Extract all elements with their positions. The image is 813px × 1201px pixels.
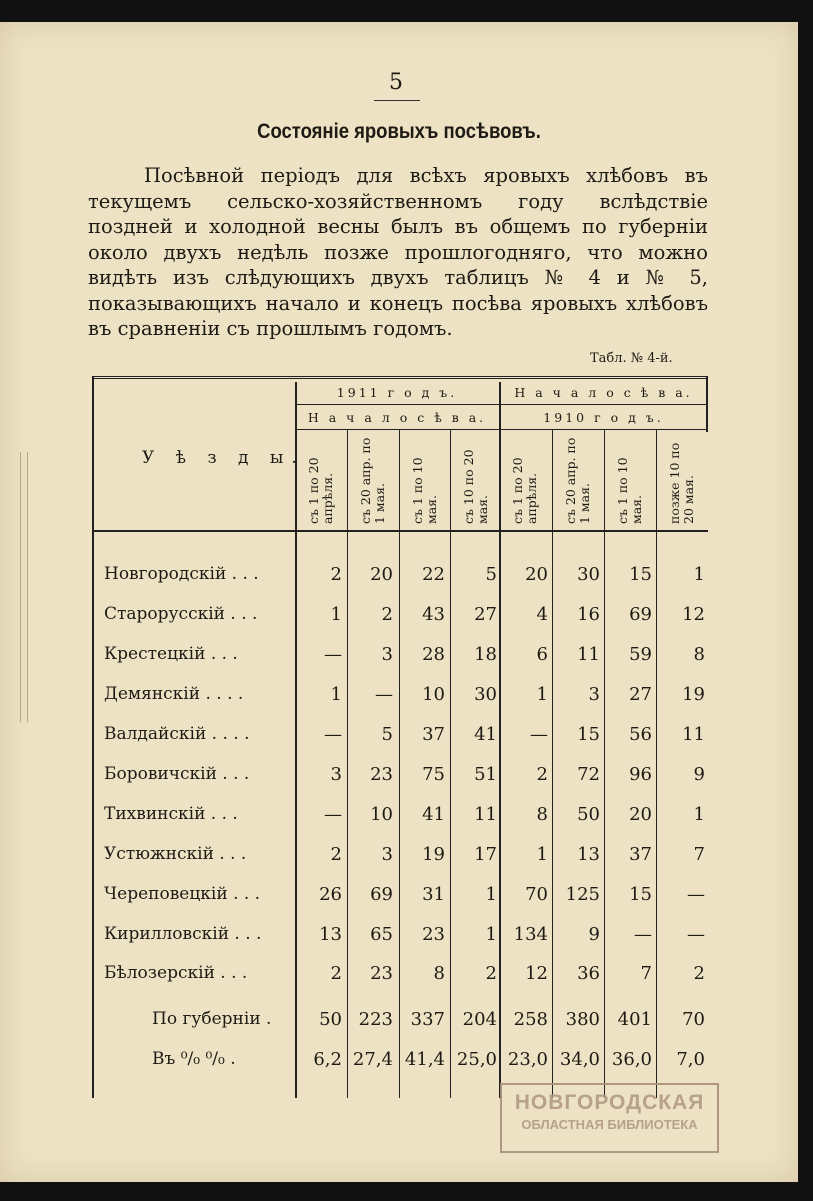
column-subheader: съ 20 апр. по 1 мая. [358, 437, 387, 524]
percent-cell: 36,0 [611, 1049, 652, 1070]
percent-row-label: Въ ⁰/₀ ⁰/₀ . [152, 1049, 236, 1069]
table-cell: 20 [370, 564, 393, 585]
total-cell: 258 [513, 1009, 548, 1030]
percent-cell: 41,4 [404, 1049, 445, 1070]
table-cell: 19 [422, 844, 445, 865]
table-cell: 2 [381, 604, 393, 625]
page-number: 5 [389, 70, 403, 95]
table-cell: 12 [682, 604, 705, 625]
table-cell: 2 [485, 963, 497, 984]
table-cell: 22 [422, 564, 445, 585]
table-cell: 51 [474, 764, 497, 785]
table-cell: 134 [513, 924, 548, 945]
table-cell: 15 [577, 724, 600, 745]
table-cell: 13 [319, 924, 342, 945]
table-cell: — [375, 684, 393, 705]
table-cell: 23 [370, 963, 393, 984]
table-cell: 5 [485, 564, 497, 585]
stamp-line-2: ОБЛАСТНАЯ БИБЛИОТЕКА [521, 1117, 698, 1132]
total-cell: 50 [319, 1009, 342, 1030]
table-cell: 6 [536, 644, 548, 665]
table-cell: 2 [693, 963, 705, 984]
uezd-name: Тихвинскій . . . [104, 804, 238, 824]
group-subheader-1911: Н а ч а л о с ѣ в а. [307, 410, 487, 425]
table-cell: 1 [536, 684, 548, 705]
table-cell: 10 [370, 804, 393, 825]
column-header-uezd: У ѣ з д ы. [142, 448, 305, 468]
total-cell: 380 [565, 1009, 600, 1030]
table-cell: 26 [319, 884, 342, 905]
total-cell: 70 [682, 1009, 705, 1030]
table-cell: 30 [577, 564, 600, 585]
table-cell: 56 [629, 724, 652, 745]
table-cell: 1 [485, 884, 497, 905]
table-cell: 75 [422, 764, 445, 785]
table-cell: 11 [577, 644, 600, 665]
percent-cell: 23,0 [507, 1049, 548, 1070]
binding-thread [20, 452, 28, 722]
table-cell: 65 [370, 924, 393, 945]
table-cell: — [324, 724, 342, 745]
total-cell: 204 [462, 1009, 497, 1030]
table-cell: 1 [536, 844, 548, 865]
table-cell: 11 [682, 724, 705, 745]
percent-cell: 7,0 [676, 1049, 705, 1070]
intro-paragraph: Посѣвной періодъ для всѣхъ яровыхъ хлѣбовъ въ текущемъ сельско-хозяйственномъ году вслѣдствіе поздней и холодной весны былъ въ общемъ по губерніи около двухъ недѣль позже прошлогодняго, что можно видѣть изъ слѣдующихъ двухъ таблицъ № 4 и № 5, показывающихъ начало и конецъ посѣва яровыхъ хлѣбовъ въ сравненіи съ прошлымъ годомъ. [88, 164, 708, 340]
table-cell: 50 [577, 804, 600, 825]
table-cell: 13 [577, 844, 600, 865]
percent-cell: 34,0 [559, 1049, 600, 1070]
table-cell: 37 [422, 724, 445, 745]
percent-cell: 25,0 [456, 1049, 497, 1070]
table-cell: — [324, 804, 342, 825]
group-header-1911: 1911 г о д ъ. [336, 385, 458, 400]
table-cell: 15 [629, 884, 652, 905]
table-cell: — [324, 644, 342, 665]
table-cell: — [530, 724, 548, 745]
table-cell: 36 [577, 963, 600, 984]
table-cell: 69 [370, 884, 393, 905]
table-cell: 15 [629, 564, 652, 585]
sowing-table [92, 376, 708, 1098]
table-cell: — [634, 924, 652, 945]
table-cell: 8 [433, 963, 445, 984]
table-label: Табл. № 4-й. [590, 351, 673, 366]
group-subheader-1910: 1910 г о д ъ. [543, 410, 664, 425]
group-rule [295, 404, 708, 405]
table-cell: 7 [693, 844, 705, 865]
total-cell: 223 [358, 1009, 393, 1030]
table-cell: 1 [693, 564, 705, 585]
table-cell: 31 [422, 884, 445, 905]
column-subheader: съ 1 по 10 мая. [615, 457, 644, 524]
table-cell: 1 [485, 924, 497, 945]
table-cell: 9 [588, 924, 600, 945]
table-cell: 30 [474, 684, 497, 705]
uezd-name: Бѣлозерскій . . . [104, 963, 248, 983]
table-cell: 41 [474, 724, 497, 745]
table-cell: 96 [629, 764, 652, 785]
subgroup-rule [295, 429, 708, 430]
table-cell: 20 [525, 564, 548, 585]
column-subheader: позже 10 по 20 мая. [667, 442, 696, 524]
uezd-name: Новгородскій . . . [104, 564, 259, 584]
table-cell: 18 [474, 644, 497, 665]
table-cell: 3 [588, 684, 600, 705]
table-cell: 3 [330, 764, 342, 785]
table-cell: — [687, 924, 705, 945]
table-cell: 125 [565, 884, 600, 905]
total-cell: 337 [410, 1009, 445, 1030]
table-cell: 37 [629, 844, 652, 865]
uezd-name: Кирилловскій . . . [104, 924, 262, 944]
table-cell: 72 [577, 764, 600, 785]
table-cell: 2 [330, 564, 342, 585]
table-cell: 9 [693, 764, 705, 785]
table-cell: 28 [422, 644, 445, 665]
table-cell: 7 [640, 963, 652, 984]
column-subheader: съ 1 по 10 мая. [410, 457, 439, 524]
table-cell: 41 [422, 804, 445, 825]
table-cell: 70 [525, 884, 548, 905]
uezd-name: Валдайскій . . . . [104, 724, 250, 744]
percent-cell: 6,2 [313, 1049, 342, 1070]
table-cell: 16 [577, 604, 600, 625]
table-cell: 23 [370, 764, 393, 785]
table-cell: 4 [536, 604, 548, 625]
table-cell: 20 [629, 804, 652, 825]
table-cell: 1 [693, 804, 705, 825]
table-cell: 17 [474, 844, 497, 865]
table-cell: 2 [330, 844, 342, 865]
uezd-name: Демянскій . . . . [104, 684, 244, 704]
table-cell: 19 [682, 684, 705, 705]
table-cell: 69 [629, 604, 652, 625]
page-number-rule [374, 100, 420, 101]
table-cell: 8 [693, 644, 705, 665]
total-row-label: По губерніи . [152, 1009, 272, 1029]
column-subheader: съ 1 по 20 апрѣля. [306, 457, 335, 524]
table-cell: 59 [629, 644, 652, 665]
uezd-name: Крестецкій . . . [104, 644, 238, 664]
table-cell: 2 [330, 963, 342, 984]
stamp-line-1: НОВГОРОДСКАЯ [514, 1091, 705, 1114]
table-cell: 2 [536, 764, 548, 785]
header-bottom-rule [92, 530, 708, 532]
column-subheader: съ 20 апр. по 1 мая. [563, 437, 592, 524]
table-cell: 3 [381, 844, 393, 865]
table-cell: 1 [330, 604, 342, 625]
table-cell: 43 [422, 604, 445, 625]
table-cell: 8 [536, 804, 548, 825]
library-stamp [500, 1083, 719, 1153]
total-cell: 401 [617, 1009, 652, 1030]
column-subheader: съ 1 по 20 апрѣля. [510, 457, 539, 524]
table-cell: 27 [474, 604, 497, 625]
table-cell: 3 [381, 644, 393, 665]
group-header-1910: Н а ч а л о с ѣ в а. [514, 385, 693, 400]
table-cell: 23 [422, 924, 445, 945]
section-heading: Состояніе яровыхъ посѣвовъ. [257, 120, 541, 143]
table-left-rule [92, 376, 94, 1098]
table-cell: 27 [629, 684, 652, 705]
uezd-name: Боровичскій . . . [104, 764, 250, 784]
table-cell: 11 [474, 804, 497, 825]
table-cell: 5 [381, 724, 393, 745]
uezd-name: Череповецкій . . . [104, 884, 261, 904]
uezd-name: Старорусскій . . . [104, 604, 258, 624]
uezd-name: Устюжнскій . . . [104, 844, 247, 864]
percent-cell: 27,4 [352, 1049, 393, 1070]
table-cell: 1 [330, 684, 342, 705]
table-top-rule [92, 376, 708, 379]
table-cell: 10 [422, 684, 445, 705]
table-cell: — [687, 884, 705, 905]
column-subheader: съ 10 по 20 мая. [461, 449, 490, 524]
table-cell: 12 [525, 963, 548, 984]
